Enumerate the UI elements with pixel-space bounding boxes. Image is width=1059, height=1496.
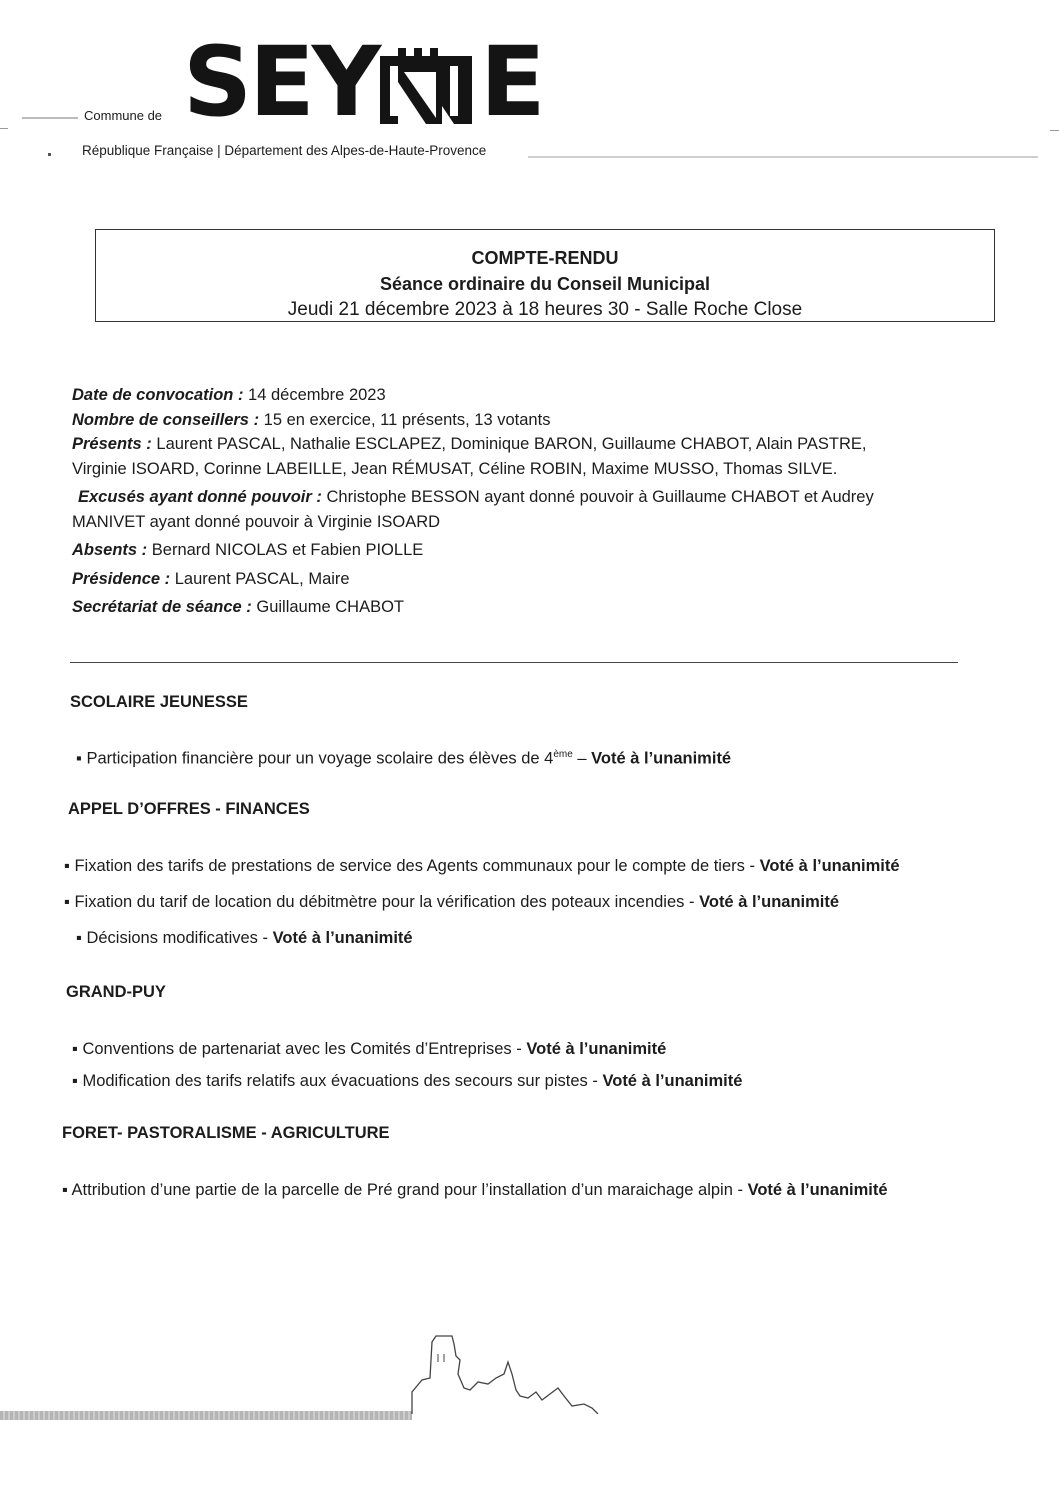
bullet-icon: ▪ (64, 892, 70, 911)
agenda-item: ▪ Modification des tarifs relatifs aux évacuations des secours sur pistes - Voté à l’unanimité (72, 1071, 743, 1090)
section-scolaire (70, 693, 957, 770)
header-rule-right (528, 156, 1038, 158)
commune-label: Commune de (84, 108, 163, 123)
agenda-item: ▪ Fixation du tarif de location du débitmètre pour la vérification des poteaux incendies - Voté à l’unanimité (64, 892, 840, 911)
edge-mark (1050, 130, 1059, 131)
agenda (62, 693, 957, 1201)
bullet-icon: ▪ (76, 928, 82, 947)
vote-result: Voté à l’unanimité (591, 749, 732, 768)
info-convocation: Date de convocation : 14 décembre 2023 (72, 386, 386, 404)
vote-result: Voté à l’unanimité (526, 1039, 667, 1058)
header-rule-left (22, 117, 78, 119)
document-title: COMPTE-RENDU (471, 248, 619, 268)
info-excuses-cont: MANIVET ayant donné pouvoir à Virginie ISOARD (72, 512, 441, 531)
session-date: Jeudi 21 décembre 2023 à 18 heures 30 - Salle Roche Close (287, 299, 803, 320)
info-presents: Présents : Laurent PASCAL, Nathalie ESCLAPEZ, Dominique BARON, Guillaume CHABOT, Alain PASTRE, (72, 435, 867, 453)
section-title: SCOLAIRE JEUNESSE (70, 693, 248, 711)
info-nombre: Nombre de conseillers : 15 en exercice, 11 présents, 13 votants (72, 410, 551, 429)
vote-result: Voté à l’unanimité (759, 856, 900, 875)
session-title: Séance ordinaire du Conseil Municipal (379, 274, 711, 294)
logo-tower-n-icon (376, 46, 476, 126)
vote-result: Voté à l’unanimité (272, 928, 413, 947)
section-foret (62, 1124, 957, 1201)
section-title: FORET- PASTORALISME - AGRICULTURE (62, 1123, 390, 1142)
info-presidence: Présidence : Laurent PASCAL, Maire (72, 569, 350, 588)
bullet-icon: ▪ (72, 1071, 78, 1090)
agenda-item: ▪ Décisions modificatives - Voté à l’unanimité (76, 928, 413, 947)
header-subtitle: République Française | Département des Alpes-de-Haute-Provence (82, 143, 487, 158)
agenda-item: ▪ Fixation des tarifs de prestations de service des Agents communaux pour le compte de tiers - Voté à l’unanimité (64, 856, 900, 875)
section-finances (64, 799, 957, 949)
title-box (95, 229, 995, 322)
agenda-item: ▪ Conventions de partenariat avec les Comités d’Entreprises - Voté à l’unanimité (72, 1039, 667, 1058)
bullet-icon: ▪ (64, 856, 70, 875)
info-excuses: Excusés ayant donné pouvoir : Christophe BESSON ayant donné pouvoir à Guillaume CHABOT et Audrey (78, 488, 874, 506)
logo-text-e: E (480, 26, 546, 138)
edge-mark (0, 128, 8, 129)
info-absents: Absents : Bernard NICOLAS et Fabien PIOLLE (72, 541, 424, 559)
vote-result: Voté à l’unanimité (747, 1180, 888, 1199)
bullet-icon: ▪ (76, 749, 82, 768)
vote-result: Voté à l’unanimité (699, 892, 840, 911)
separator-line (70, 662, 958, 663)
agenda-item: ▪ Participation financière pour un voyage scolaire des élèves de 4ème – Voté à l’unanimité (76, 749, 732, 768)
village-skyline-icon (408, 1334, 608, 1414)
agenda-item: ▪ Attribution d’une partie de la parcelle de Pré grand pour l’installation d’un maraichage alpin - Voté à l’unanimité (62, 1180, 888, 1199)
section-title: APPEL D’OFFRES - FINANCES (68, 799, 310, 818)
section-title: GRAND-PUY (66, 982, 166, 1001)
info-presents-cont: Virginie ISOARD, Corinne LABEILLE, Jean RÉMUSAT, Céline ROBIN, Maxime MUSSO, Thomas SILVE. (72, 459, 838, 478)
scan-dot (48, 153, 51, 156)
meeting-info (72, 383, 1002, 620)
info-secretariat: Secrétariat de séance : Guillaume CHABOT (72, 598, 404, 616)
bullet-icon: ▪ (62, 1180, 68, 1199)
footer-bar (0, 1411, 412, 1420)
bullet-icon: ▪ (72, 1039, 78, 1058)
logo-text: SEY (183, 26, 379, 138)
section-grand-puy (66, 983, 957, 1092)
vote-result: Voté à l’unanimité (602, 1071, 743, 1090)
